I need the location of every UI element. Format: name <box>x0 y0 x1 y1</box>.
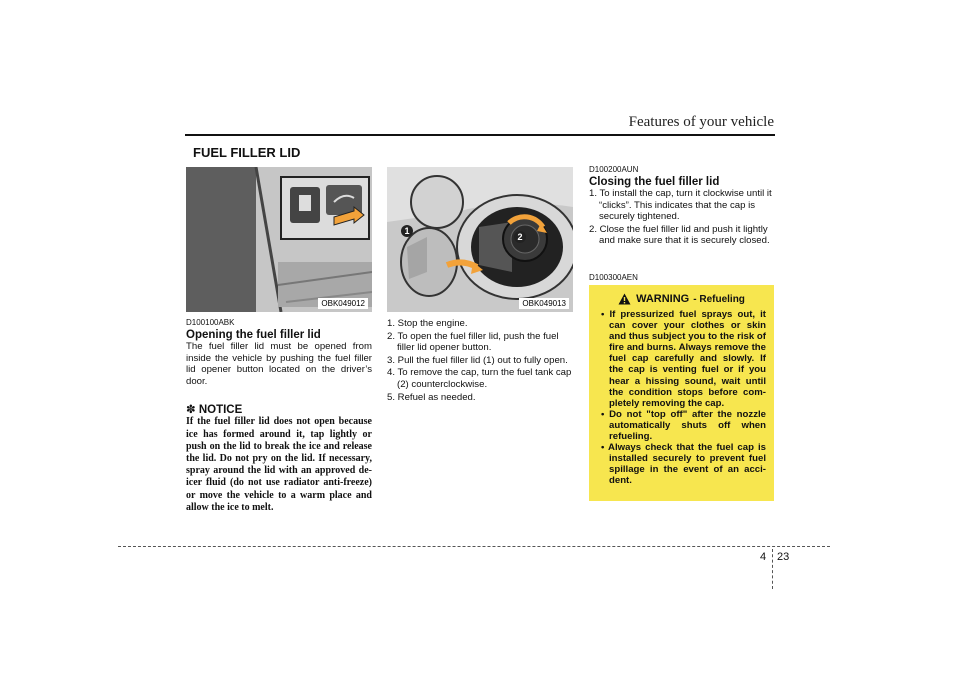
marker-cap-2: 2 <box>517 232 523 242</box>
running-header: Features of your vehicle <box>628 114 774 130</box>
header-rule <box>185 134 775 136</box>
closing-heading: Closing the fuel filler lid <box>589 176 720 188</box>
step-item: 5. Refuel as needed. <box>387 391 476 403</box>
section-code: D100200AUN <box>589 165 639 174</box>
photo-caption: OBK049012 <box>318 298 368 309</box>
closing-section <box>589 165 775 248</box>
section-title: FUEL FILLER LID <box>193 145 301 160</box>
step-item: 1. To install the cap, turn it clockwise until it “clicks”. This indicates that the cap is securely tightened. <box>589 188 772 223</box>
warning-item: • Do not "top off" after the nozzle automatically shuts off when refueling. <box>601 408 766 443</box>
step-item: 3. Pull the fuel filler lid (1) out to fully open. <box>387 354 568 366</box>
notice-body: If the fuel filler lid does not open because ice has formed around it, tap lightly or push on the lid to break the ice and release the lid. Do not pry on the lid. If necessary, spray around the lid with an approved de-icer fluid (do not use radiator anti-freeze) or move the vehicle to a warm place and allow the ice to melt. <box>186 416 372 513</box>
step-item: 4. To remove the cap, turn the fuel tank cap (2) counterclockwise. <box>387 367 572 390</box>
step-item: 2. Close the fuel filler lid and push it lightly and make sure that it is securely closed. <box>589 223 770 247</box>
step-item: 1. Stop the engine. <box>387 318 468 329</box>
warning-subtitle: - Refueling <box>693 293 745 305</box>
opening-steps <box>387 318 573 404</box>
warning-item: • If pressurized fuel sprays out, it can cover your clothes or skin and thus subject you to the risk of fire and burns. Always remove the fuel cap carefully and slowly. If the cap is venting fuel or if you hear a hissing sound, wait until the condition stops before completely removing the cap. <box>601 309 766 409</box>
warning-box <box>589 285 774 501</box>
footer-rule <box>118 546 830 547</box>
marker-lid-1: 1 <box>404 226 410 236</box>
warning-item: • Always check that the fuel cap is installed securely to prevent fuel spillage in the event of an accident. <box>601 442 766 487</box>
step-item: 2. To open the fuel filler lid, push the fuel filler lid opener button. <box>387 330 559 354</box>
warning-triangle-icon <box>618 293 631 305</box>
warning-code: D100300AEN <box>589 273 638 282</box>
opening-section <box>186 318 372 514</box>
footer-separator <box>772 549 774 589</box>
section-code: D100100ABK <box>186 318 235 327</box>
opening-body: The fuel filler lid must be opened from inside the vehicle by pushing the fuel filler lid opener button located on the driver’s door. <box>186 341 372 387</box>
warning-title: WARNING <box>636 293 690 305</box>
chapter-number: 4 <box>760 551 767 563</box>
photo-fuel-cap <box>387 167 573 312</box>
notice-title: ✽ NOTICE <box>186 404 243 417</box>
opening-heading: Opening the fuel filler lid <box>186 329 321 341</box>
photo-caption: OBK049013 <box>519 298 569 309</box>
photo-door-opener <box>186 167 372 312</box>
page-number: 23 <box>777 551 790 563</box>
